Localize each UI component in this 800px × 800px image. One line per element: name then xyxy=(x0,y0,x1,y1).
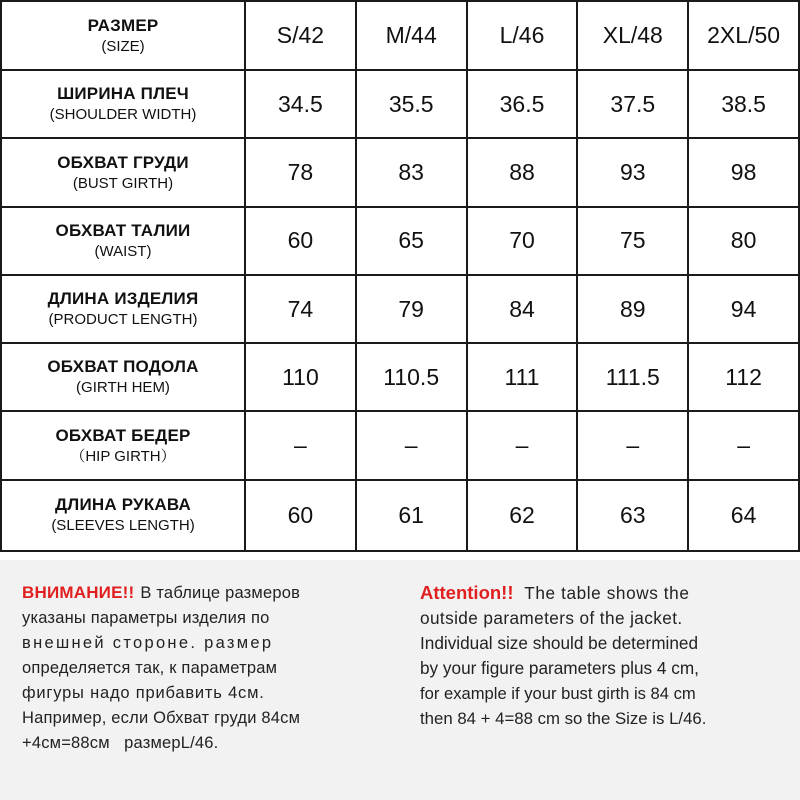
note-en-text-0: The table shows the xyxy=(524,583,690,603)
row-label-cell xyxy=(1,411,245,479)
value-cell: 35.5 xyxy=(356,70,467,138)
value-cell: 61 xyxy=(356,480,467,551)
table-row xyxy=(1,343,799,411)
note-ru-line-4: фигуры надо прибавить 4см. xyxy=(22,684,265,702)
value-cell: 36.5 xyxy=(467,70,578,138)
value-cell: 34.5 xyxy=(245,70,356,138)
table-row xyxy=(1,480,799,551)
value-cell: – xyxy=(577,411,688,479)
note-russian xyxy=(22,580,394,756)
value-cell: 89 xyxy=(577,275,688,343)
note-en-line-2: Individual size should be determined xyxy=(420,633,699,653)
label-en: (BUST GIRTH) xyxy=(72,174,174,192)
value-cell: 111.5 xyxy=(577,343,688,411)
note-en-line-4: for example if your bust girth is 84 cm xyxy=(420,684,696,703)
value-cell: 94 xyxy=(688,275,799,343)
label-ru: РАЗМЕР xyxy=(87,15,159,35)
value-cell: 65 xyxy=(356,207,467,275)
size-header-cell: 2XL/50 xyxy=(688,1,799,70)
value-cell: 80 xyxy=(688,207,799,275)
value-cell: 74 xyxy=(245,275,356,343)
label-en: (SLEEVES LENGTH) xyxy=(51,517,195,535)
value-cell: 112 xyxy=(688,343,799,411)
value-cell: 60 xyxy=(245,480,356,551)
warning-en: Attention!! xyxy=(420,582,514,603)
note-ru-text-0: В таблице размеров xyxy=(140,584,301,602)
value-cell: 83 xyxy=(356,138,467,206)
value-cell: 84 xyxy=(467,275,578,343)
label-ru: ОБХВАТ ТАЛИИ xyxy=(55,220,191,240)
row-label-cell xyxy=(1,138,245,206)
note-ru-line-0 xyxy=(22,580,394,606)
row-label-cell xyxy=(1,70,245,138)
table-row xyxy=(1,275,799,343)
label-en: (PRODUCT LENGTH) xyxy=(48,311,198,329)
row-label-cell xyxy=(1,207,245,275)
value-cell: 111 xyxy=(467,343,578,411)
label-ru: ДЛИНА ИЗДЕЛИЯ xyxy=(47,289,199,309)
size-header-cell: XL/48 xyxy=(577,1,688,70)
value-cell: 64 xyxy=(688,480,799,551)
note-en-line-3: by your figure parameters plus 4 cm, xyxy=(420,658,699,678)
note-en-line-1: outside parameters of the jacket. xyxy=(420,608,683,628)
size-header-cell: L/46 xyxy=(467,1,578,70)
table-header-row xyxy=(1,1,799,70)
value-cell: 93 xyxy=(577,138,688,206)
warning-ru: ВНИМАНИЕ!! xyxy=(22,583,135,602)
label-ru: ДЛИНА РУКАВА xyxy=(55,495,191,515)
note-ru-line-5: Например, если Обхват груди 84см xyxy=(22,709,301,727)
row-label-cell xyxy=(1,275,245,343)
value-cell: 38.5 xyxy=(688,70,799,138)
note-en-line-0 xyxy=(420,580,795,606)
label-en: (SIZE) xyxy=(101,37,145,55)
header-label-cell xyxy=(1,1,245,70)
row-label-cell xyxy=(1,343,245,411)
value-cell: 78 xyxy=(245,138,356,206)
size-header-cell: S/42 xyxy=(245,1,356,70)
table-row xyxy=(1,411,799,479)
value-cell: 88 xyxy=(467,138,578,206)
row-label-cell xyxy=(1,480,245,551)
note-english xyxy=(420,580,795,731)
label-en: (GIRTH HEM) xyxy=(76,379,170,397)
value-cell: 70 xyxy=(467,207,578,275)
value-cell: 60 xyxy=(245,207,356,275)
label-en: （HIP GIRTH） xyxy=(70,447,176,465)
size-chart-body xyxy=(1,1,799,551)
note-ru-line-1: указаны параметры изделия по xyxy=(22,609,270,627)
value-cell: 79 xyxy=(356,275,467,343)
value-cell: 62 xyxy=(467,480,578,551)
note-en-line-5: then 84 + 4=88 cm so the Size is L/46. xyxy=(420,709,707,728)
table-row xyxy=(1,138,799,206)
size-header-cell: M/44 xyxy=(356,1,467,70)
table-row xyxy=(1,70,799,138)
value-cell: 98 xyxy=(688,138,799,206)
label-ru: ОБХВАТ ГРУДИ xyxy=(57,152,189,172)
value-cell: 63 xyxy=(577,480,688,551)
value-cell: – xyxy=(356,411,467,479)
label-ru: ОБХВАТ ПОДОЛА xyxy=(47,357,199,377)
value-cell: – xyxy=(688,411,799,479)
label-ru: ШИРИНА ПЛЕЧ xyxy=(57,84,189,104)
value-cell: – xyxy=(245,411,356,479)
value-cell: 75 xyxy=(577,207,688,275)
note-ru-line-2: внешней стороне. размер xyxy=(22,634,274,652)
label-en: (SHOULDER WIDTH) xyxy=(49,106,197,124)
value-cell: – xyxy=(467,411,578,479)
label-en: (WAIST) xyxy=(94,242,152,260)
table-row xyxy=(1,207,799,275)
label-ru: ОБХВАТ БЕДЕР xyxy=(55,425,191,445)
note-ru-line-3: определяется так, к параметрам xyxy=(22,659,278,677)
notes-panel xyxy=(0,560,800,800)
note-ru-line-6: +4см=88см размерL/46. xyxy=(22,734,219,752)
value-cell: 37.5 xyxy=(577,70,688,138)
value-cell: 110 xyxy=(245,343,356,411)
value-cell: 110.5 xyxy=(356,343,467,411)
